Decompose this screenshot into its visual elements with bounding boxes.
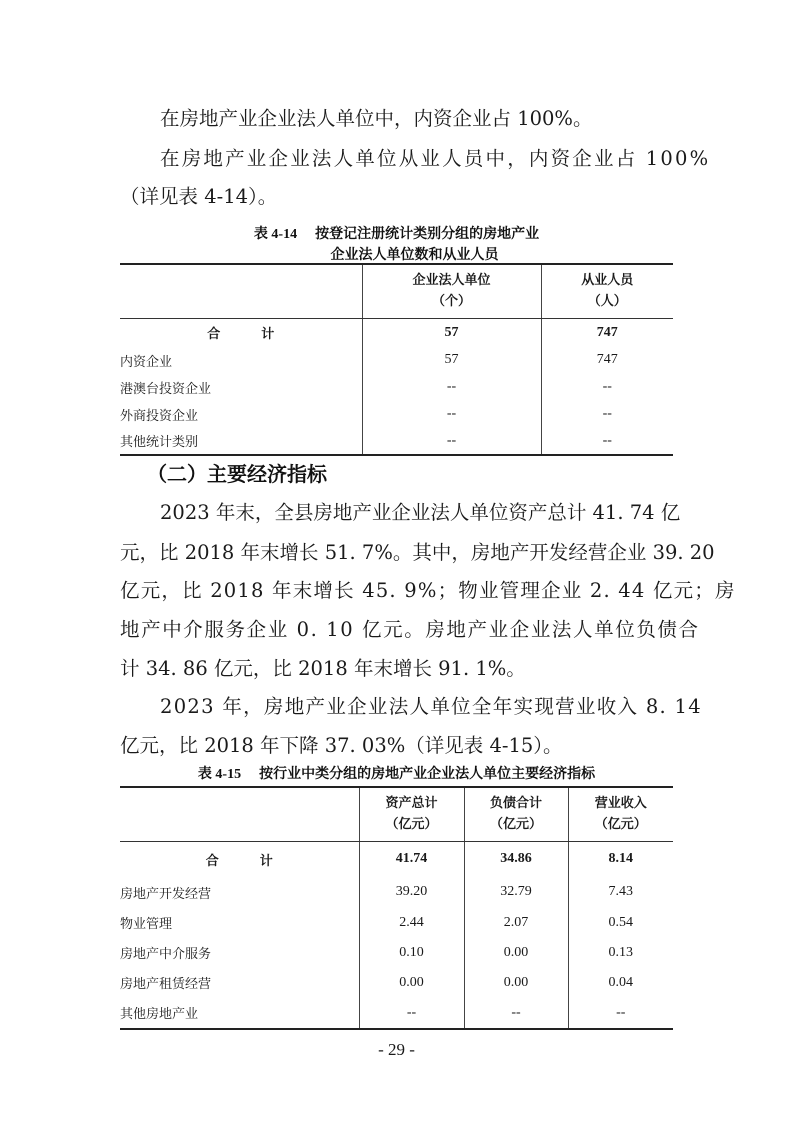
column-unit: （亿元） <box>489 817 542 833</box>
cell-value: 0.10 <box>359 938 464 968</box>
row-label: 房地产租赁经营 <box>120 977 212 992</box>
cell-value: 57 <box>362 318 541 347</box>
section-paragraph-1-line: 计 34. 86 亿元，比 2018 年末增长 91. 1%。 <box>120 657 526 680</box>
column-unit: （人） <box>587 294 627 310</box>
cell-value: -- <box>359 998 464 1029</box>
table-row <box>120 938 673 968</box>
table-row <box>120 998 673 1029</box>
row-label: 港澳台投资企业 <box>120 381 212 397</box>
row-label: 内资企业 <box>120 354 173 370</box>
column-name: 从业人员 <box>581 273 634 289</box>
table-row <box>120 401 673 428</box>
cell-value: -- <box>362 374 541 401</box>
section-heading: （二）主要经济指标 <box>147 462 327 486</box>
table-4-14-title-line-2: 企业法人单位数和从业人员 <box>330 247 499 263</box>
table-4-14 <box>120 263 673 456</box>
header-blank-cell <box>120 787 359 841</box>
table-4-14-caption <box>120 224 673 265</box>
table-row <box>120 347 673 374</box>
intro-paragraph-2-line-2: （详见表 4-14）。 <box>120 185 278 208</box>
cell-value: 41.74 <box>359 841 464 877</box>
table-row <box>120 428 673 455</box>
cell-value: 0.00 <box>464 968 568 998</box>
column-unit: （个） <box>431 294 471 310</box>
intro-paragraph-2-line-1: 在房地产业企业法人单位从业人员中，内资企业占 100% <box>160 147 711 170</box>
table-4-15 <box>120 786 673 1030</box>
cell-value: 57 <box>362 347 541 374</box>
row-label: 外商投资企业 <box>120 408 199 424</box>
cell-value: -- <box>541 428 673 455</box>
column-name: 资产总计 <box>385 796 438 812</box>
column-name: 营业收入 <box>594 796 647 812</box>
section-paragraph-2-line: 亿元，比 2018 年下降 37. 03%（详见表 4-15）。 <box>120 734 563 757</box>
cell-value: 0.54 <box>568 908 673 938</box>
row-label: 合 计 <box>207 327 289 342</box>
cell-value: 39.20 <box>359 877 464 908</box>
row-label: 房地产中介服务 <box>120 947 212 962</box>
column-unit: （亿元） <box>594 817 647 833</box>
row-label: 其他房地产业 <box>120 1007 199 1022</box>
table-header-row <box>120 787 673 841</box>
row-label: 合 计 <box>205 853 287 869</box>
cell-value: -- <box>362 428 541 455</box>
cell-value: 0.00 <box>359 968 464 998</box>
cell-value: 8.14 <box>568 841 673 877</box>
table-header-row <box>120 264 673 318</box>
header-cell <box>568 787 673 841</box>
table-4-14-title-line-1: 按登记注册统计类别分组的房地产业 <box>315 226 540 242</box>
cell-value: -- <box>464 998 568 1029</box>
header-cell <box>362 264 541 318</box>
section-paragraph-1-line: 元，比 2018 年末增长 51. 7%。其中，房地产开发经营企业 39. 20 <box>120 541 715 564</box>
table-4-14-number: 表 4-14 <box>253 227 298 242</box>
cell-value: 747 <box>541 347 673 374</box>
header-cell <box>359 787 464 841</box>
row-label: 物业管理 <box>120 917 173 932</box>
intro-paragraph-1: 在房地产业企业法人单位中，内资企业占 100%。 <box>160 107 593 130</box>
section-paragraph-1-line: 2023 年末，全县房地产业企业法人单位资产总计 41. 74 亿 <box>160 501 681 524</box>
table-4-15-number: 表 4-15 <box>197 767 242 782</box>
table-row <box>120 968 673 998</box>
section-paragraph-1-line: 亿元，比 2018 年末增长 45. 9%；物业管理企业 2. 44 亿元；房 <box>120 579 736 602</box>
cell-value: -- <box>541 374 673 401</box>
cell-value: 7.43 <box>568 877 673 908</box>
table-row <box>120 908 673 938</box>
cell-value: 32.79 <box>464 877 568 908</box>
table-row <box>120 877 673 908</box>
cell-value: 0.13 <box>568 938 673 968</box>
cell-value: 0.04 <box>568 968 673 998</box>
cell-value: 2.07 <box>464 908 568 938</box>
section-paragraph-1-line: 地产中介服务企业 0. 10 亿元。房地产业企业法人单位负债合 <box>120 618 700 641</box>
table-total-row <box>120 318 673 347</box>
cell-value: 2.44 <box>359 908 464 938</box>
cell-value: -- <box>568 998 673 1029</box>
page-number: - 29 - <box>378 1040 415 1059</box>
header-blank-cell <box>120 264 362 318</box>
table-row <box>120 374 673 401</box>
header-cell <box>464 787 568 841</box>
header-cell <box>541 264 673 318</box>
row-label: 其他统计类别 <box>120 435 199 450</box>
row-label: 房地产开发经营 <box>120 886 212 902</box>
cell-value: 747 <box>541 318 673 347</box>
cell-value: 0.00 <box>464 938 568 968</box>
column-name: 负债合计 <box>489 796 542 812</box>
cell-value: 34.86 <box>464 841 568 877</box>
section-paragraph-2-line: 2023 年，房地产业企业法人单位全年实现营业收入 8. 14 <box>160 695 702 718</box>
table-4-15-title: 按行业中类分组的房地产业企业法人单位主要经济指标 <box>259 766 596 782</box>
column-name: 企业法人单位 <box>412 273 491 289</box>
cell-value: -- <box>362 401 541 428</box>
cell-value: -- <box>541 401 673 428</box>
table-4-15-caption <box>120 764 673 785</box>
table-total-row <box>120 841 673 877</box>
column-unit: （亿元） <box>385 817 438 833</box>
